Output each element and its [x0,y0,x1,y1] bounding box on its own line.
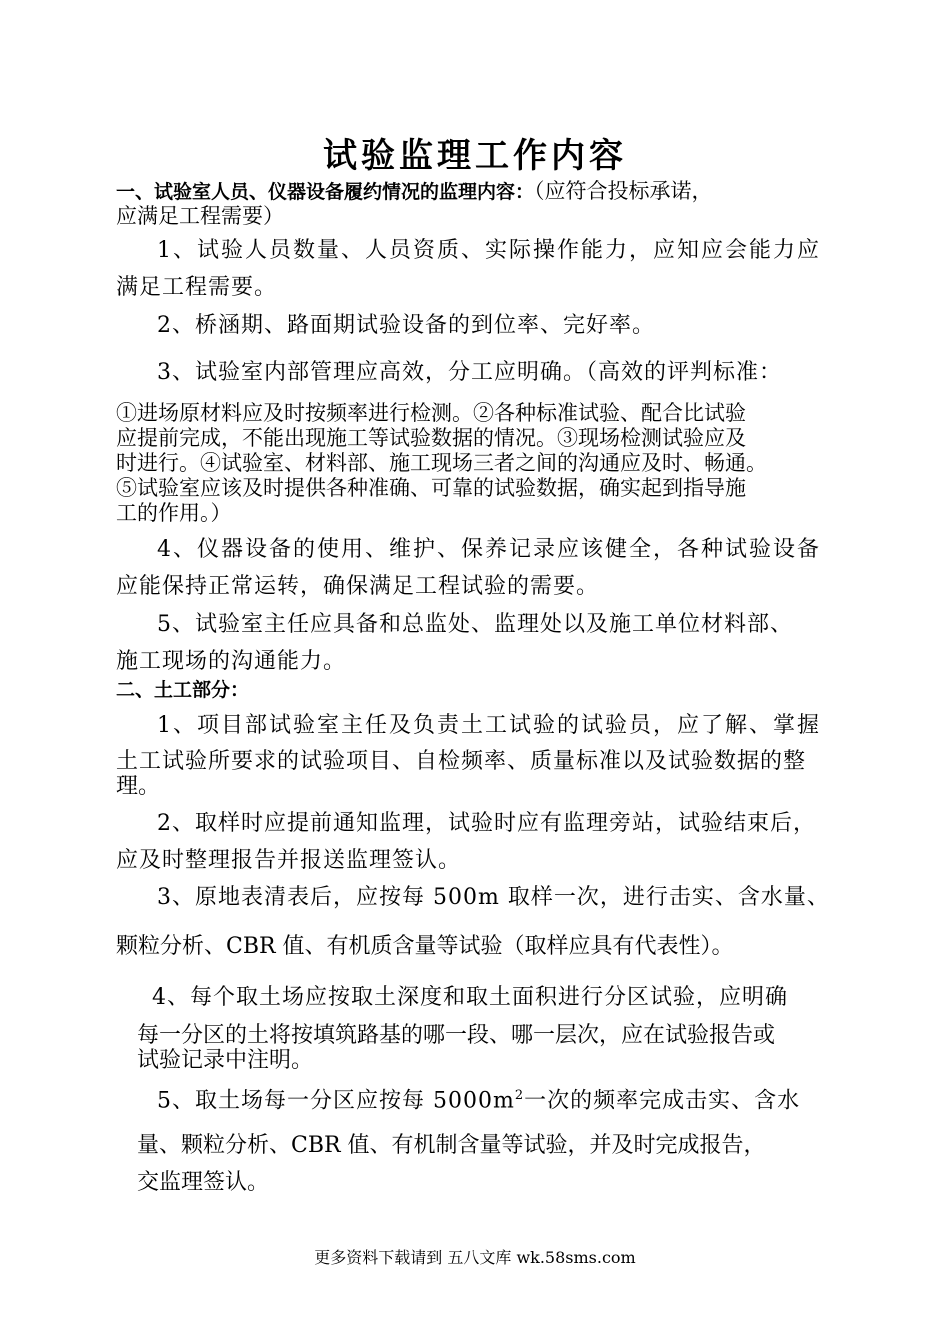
section1-item5-cont: 施工现场的沟通能力。 [116,649,347,674]
section1-item4: 4、仪器设备的使用、维护、保养记录应该健全，各种试验设备 [157,537,821,562]
section2-item4: 4、每个取土场应按取土深度和取土面积进行分区试验，应明确 [152,985,788,1010]
section1-item3-line3: 应提前完成，不能出现施工等试验数据的情况。③现场检测试验应及 [116,426,746,450]
section1-item3-line6: 工的作用。） [116,501,232,525]
section1-heading-note-cont: 应满足工程需要） [116,204,284,228]
section2-item2: 2、取样时应提前通知监理，试验时应有监理旁站，试验结束后， [157,811,816,836]
section2-item3: 3、原地表清表后，应按每 500m 取样一次，进行击实、含水量、 [157,885,830,910]
section2-item3-cont: 颗粒分析、CBR 值、有机质含量等试验（取样应具有代表性）。 [116,934,734,959]
section1-item3-line4: 时进行。④试验室、材料部、施工现场三者之间的沟通应及时、畅通。 [116,451,767,475]
section2-item5-superscript: 2 [514,1088,525,1103]
section1-heading: 一、试验室人员、仪器设备履约情况的监理内容： [116,181,535,203]
section2-item5-line3: 交监理签认。 [137,1170,270,1195]
page-title: 试验监理工作内容 [323,136,627,176]
section2-item5-line2: 量、颗粒分析、CBR 值、有机制含量等试验，并及时完成报告， [137,1133,766,1158]
section1-item2: 2、桥涵期、路面期试验设备的到位率、完好率。 [157,313,655,338]
footer-note: 更多资料下载请到 五八文库 wk.58sms.com [314,1248,636,1267]
section2-item5 [157,1083,800,1114]
section1-item1-cont: 满足工程需要。 [116,275,278,300]
section1-item3-line2: ①进场原材料应及时按频率进行检测。②各种标准试验、配合比试验 [116,401,746,425]
section2-item4-line3: 试验记录中注明。 [137,1048,314,1073]
section2-item1-line3: 理。 [116,774,161,799]
section2-item5-text-post: 一次的频率完成击实、含水 [524,1088,801,1114]
section2-item5-text: 5、取土场每一分区应按每 5000m [157,1088,515,1114]
section1-heading-note: （应符合投标承诺， [534,179,713,203]
section1-item3-line5: ⑤试验室应该及时提供各种准确、可靠的试验数据，确实起到指导施 [116,476,746,500]
section2-heading: 二、土工部分： [116,679,250,701]
section2-item1: 1、项目部试验室主任及负责土工试验的试验员，应了解、掌握 [157,713,821,738]
section1-item4-cont: 应能保持正常运转，确保满足工程试验的需要。 [116,574,600,599]
section2-item1-line2: 土工试验所要求的试验项目、自检频率、质量标准以及试验数据的整 [116,749,807,774]
section1-item3: 3、试验室内部管理应高效，分工应明确。（高效的评判标准： [157,360,782,385]
section1-heading-line [116,178,713,205]
section2-item4-line2: 每一分区的土将按填筑路基的哪一段、哪一层次，应在试验报告或 [137,1023,776,1048]
section1-item5: 5、试验室主任应具备和总监处、监理处以及施工单位材料部、 [157,612,793,637]
section2-item2-cont: 应及时整理报告并报送监理签认。 [116,848,462,873]
section1-item1: 1、试验人员数量、人员资质、实际操作能力，应知应会能力应 [157,238,821,263]
